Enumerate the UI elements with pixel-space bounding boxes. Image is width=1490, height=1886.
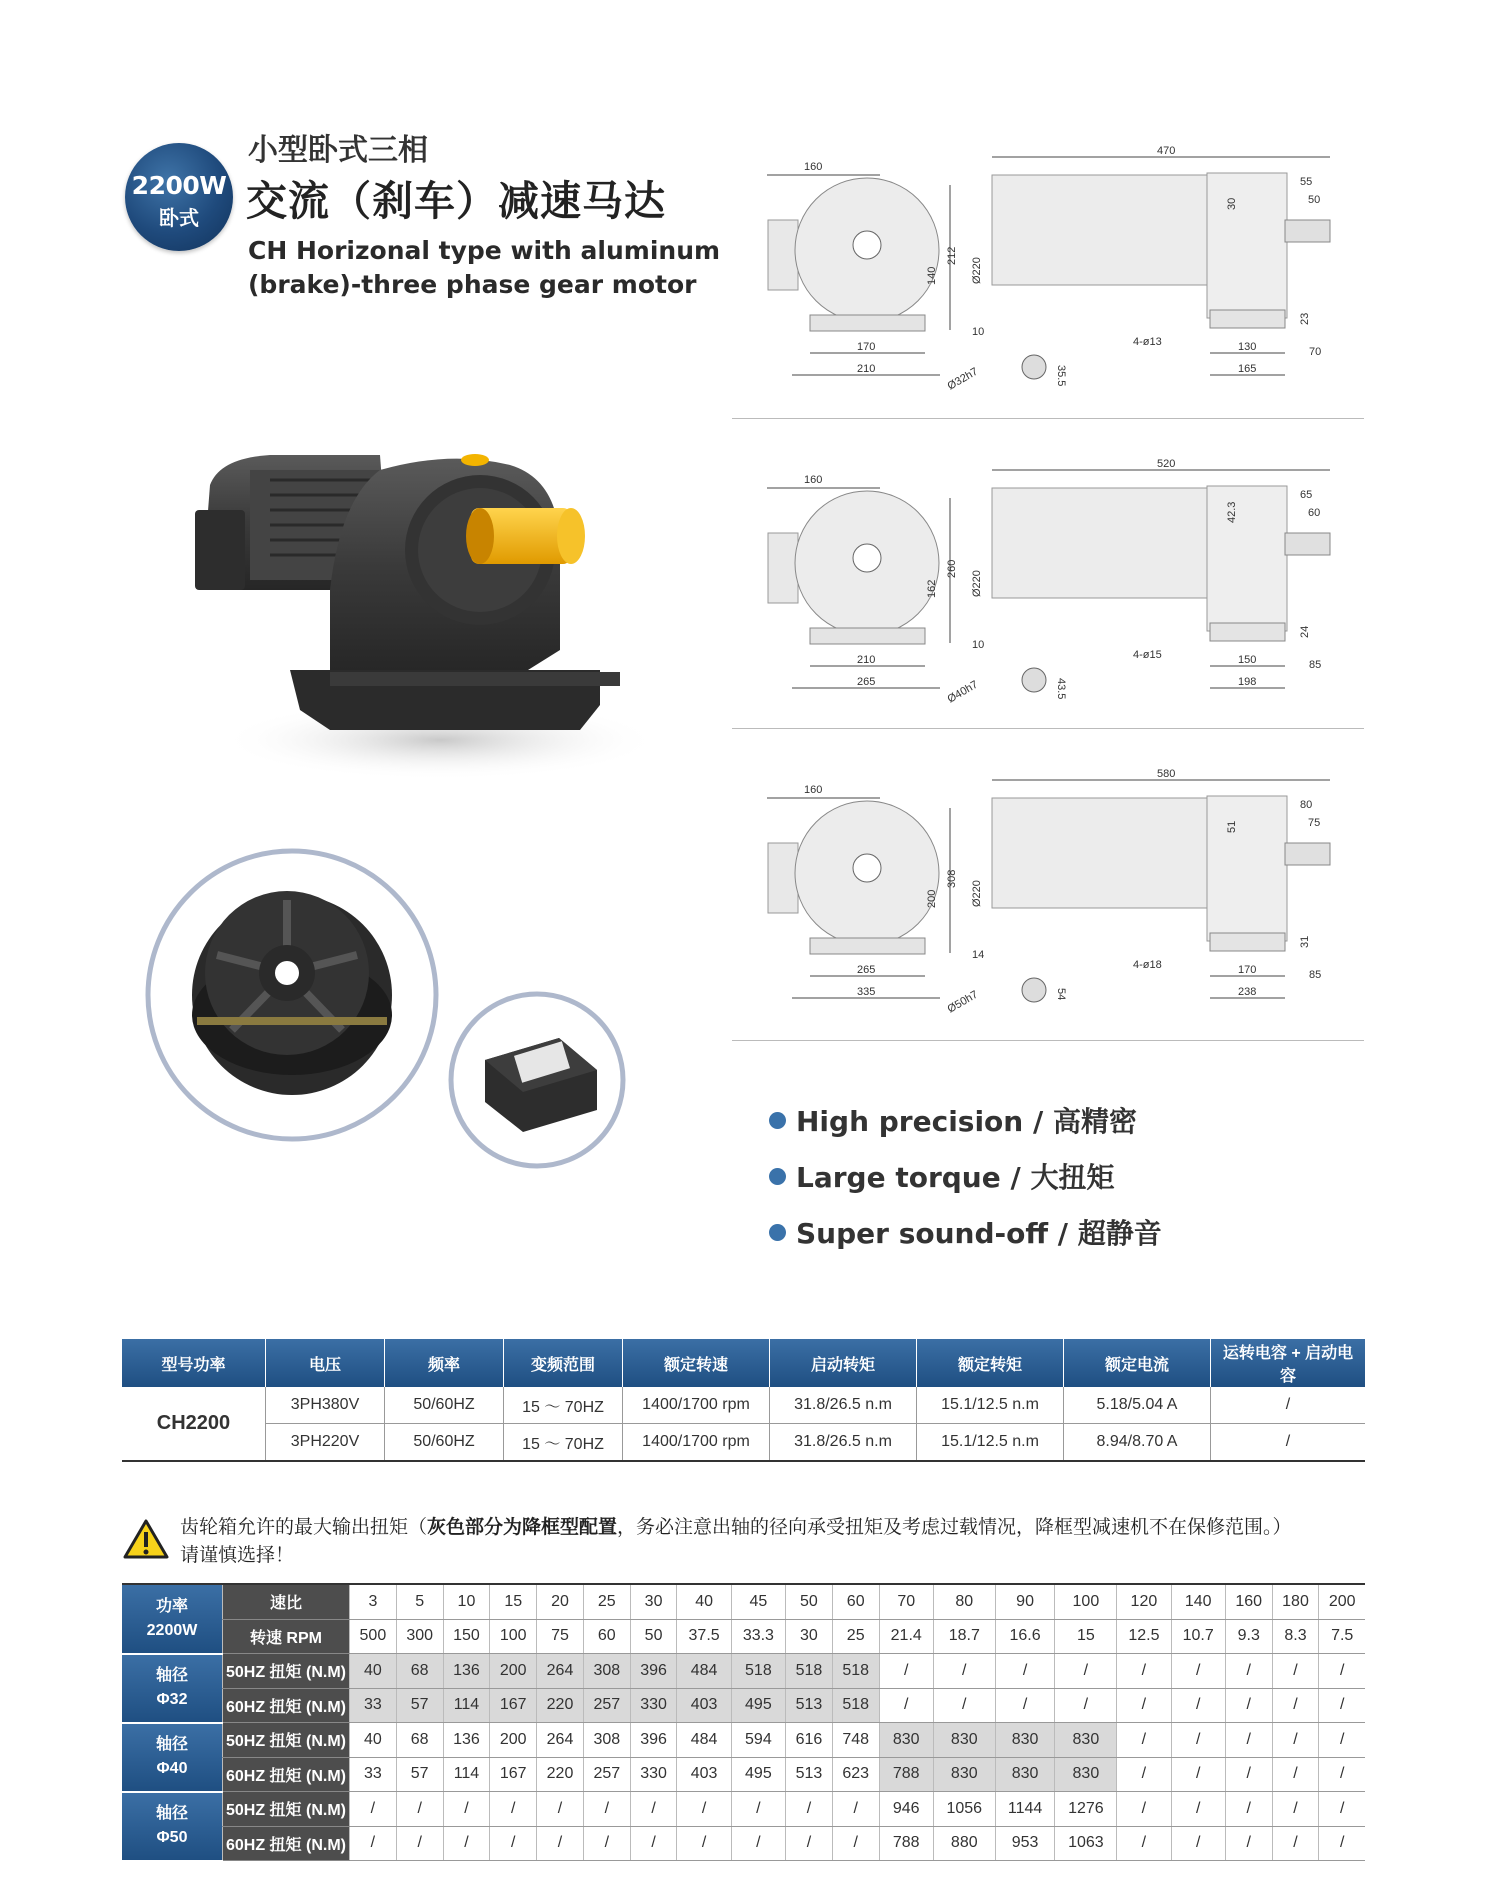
ratio-cell: 10 — [443, 1584, 490, 1619]
rpm-cell: 500 — [350, 1619, 397, 1654]
svg-text:265: 265 — [857, 676, 876, 688]
table-cell: 1400/1700 rpm — [623, 1387, 770, 1424]
torque-cell: / — [933, 1688, 995, 1723]
svg-text:4-ø15: 4-ø15 — [1133, 649, 1162, 661]
col-header: 额定转矩 — [917, 1339, 1064, 1387]
torque-cell: / — [995, 1654, 1055, 1689]
ratio-cell: 180 — [1272, 1584, 1319, 1619]
table-cell: 15.1/12.5 n.m — [917, 1387, 1064, 1424]
ratio-cell: 70 — [879, 1584, 933, 1619]
torque-cell: / — [350, 1792, 397, 1827]
torque-cell: 1063 — [1055, 1826, 1117, 1861]
table-row — [122, 1723, 1365, 1758]
spec-header-row — [122, 1339, 1365, 1387]
row-label: 50HZ 扭矩 (N.M) — [223, 1654, 350, 1689]
table-cell: 3PH380V — [266, 1387, 385, 1424]
svg-text:160: 160 — [804, 161, 823, 173]
torque-cell: / — [1319, 1792, 1365, 1827]
torque-cell: 220 — [537, 1757, 584, 1792]
torque-cell: / — [1171, 1688, 1225, 1723]
torque-cell: 518 — [731, 1654, 785, 1689]
ratio-cell: 40 — [677, 1584, 731, 1619]
rpm-cell: 15 — [1055, 1619, 1117, 1654]
svg-text:51: 51 — [1226, 820, 1238, 833]
col-header: 电压 — [266, 1339, 385, 1387]
torque-cell: 513 — [786, 1757, 833, 1792]
badge-type: 卧式 — [159, 206, 199, 230]
torque-cell: / — [490, 1826, 537, 1861]
rpm-cell: 7.5 — [1319, 1619, 1365, 1654]
torque-cell: 264 — [537, 1654, 584, 1689]
svg-text:31: 31 — [1299, 935, 1311, 948]
svg-text:Ø40h7: Ø40h7 — [945, 678, 981, 706]
torque-cell: / — [1225, 1826, 1272, 1861]
torque-cell: / — [1171, 1723, 1225, 1758]
rpm-cell: 25 — [832, 1619, 879, 1654]
group-value: 2200W — [146, 1621, 198, 1639]
row-label: 60HZ 扭矩 (N.M) — [223, 1826, 350, 1861]
torque-cell: 830 — [995, 1723, 1055, 1758]
torque-cell: / — [731, 1826, 785, 1861]
torque-cell: / — [786, 1826, 833, 1861]
divider — [732, 728, 1364, 729]
torque-cell: 57 — [396, 1688, 443, 1723]
torque-cell: / — [786, 1792, 833, 1827]
bullet-icon — [769, 1224, 786, 1241]
torque-cell: 330 — [630, 1757, 677, 1792]
group-label: 轴径 — [155, 1667, 188, 1684]
torque-cell: 946 — [879, 1792, 933, 1827]
svg-text:60: 60 — [1308, 507, 1321, 519]
svg-text:Ø220: Ø220 — [971, 880, 983, 907]
svg-text:170: 170 — [857, 341, 876, 353]
torque-cell: / — [630, 1792, 677, 1827]
ratio-cell: 140 — [1171, 1584, 1225, 1619]
subtitle: 小型卧式三相 — [248, 133, 428, 168]
torque-cell: / — [832, 1826, 879, 1861]
table-row — [122, 1387, 1365, 1424]
torque-cell: 257 — [583, 1757, 630, 1792]
torque-cell: / — [933, 1654, 995, 1689]
torque-cell: / — [1272, 1723, 1319, 1758]
torque-table — [122, 1583, 1365, 1862]
rpm-cell: 12.5 — [1117, 1619, 1171, 1654]
dimension-drawing-2 — [740, 458, 1368, 722]
ratio-cell: 80 — [933, 1584, 995, 1619]
svg-text:520: 520 — [1157, 458, 1176, 470]
svg-text:198: 198 — [1238, 676, 1257, 688]
torque-cell: / — [731, 1792, 785, 1827]
torque-cell: 396 — [630, 1723, 677, 1758]
torque-cell: / — [677, 1826, 731, 1861]
ratio-cell: 160 — [1225, 1584, 1272, 1619]
svg-text:75: 75 — [1308, 817, 1321, 829]
col-header: 型号功率 — [122, 1339, 266, 1387]
ratio-cell: 50 — [786, 1584, 833, 1619]
divider — [732, 418, 1364, 419]
table-row — [122, 1826, 1365, 1861]
col-header: 变频范围 — [504, 1339, 623, 1387]
svg-text:470: 470 — [1157, 145, 1176, 157]
svg-text:24: 24 — [1299, 625, 1311, 638]
table-cell: 50/60HZ — [385, 1387, 504, 1424]
torque-cell: 518 — [832, 1654, 879, 1689]
svg-text:212: 212 — [946, 246, 958, 265]
svg-text:85: 85 — [1309, 969, 1322, 981]
torque-cell: 136 — [443, 1723, 490, 1758]
svg-text:335: 335 — [857, 986, 876, 998]
torque-cell: 830 — [1055, 1757, 1117, 1792]
dimension-drawing-3 — [740, 768, 1368, 1032]
torque-cell: / — [1225, 1792, 1272, 1827]
torque-cell: 1144 — [995, 1792, 1055, 1827]
torque-cell: 518 — [786, 1654, 833, 1689]
torque-cell: 264 — [537, 1723, 584, 1758]
torque-cell: / — [1117, 1826, 1171, 1861]
torque-cell: 403 — [677, 1757, 731, 1792]
torque-cell: 1276 — [1055, 1792, 1117, 1827]
rectifier-image — [447, 990, 627, 1170]
group-label: 轴径 — [155, 1736, 188, 1753]
rpm-cell: 300 — [396, 1619, 443, 1654]
svg-text:210: 210 — [857, 363, 876, 375]
torque-cell: / — [1319, 1654, 1365, 1689]
rpm-cell: 50 — [630, 1619, 677, 1654]
torque-cell: / — [1225, 1688, 1272, 1723]
rpm-cell: 60 — [583, 1619, 630, 1654]
svg-text:65: 65 — [1300, 489, 1313, 501]
torque-cell: 40 — [350, 1723, 397, 1758]
row-label: 60HZ 扭矩 (N.M) — [223, 1688, 350, 1723]
svg-text:130: 130 — [1238, 341, 1257, 353]
svg-text:Ø32h7: Ø32h7 — [945, 365, 981, 393]
svg-text:308: 308 — [946, 869, 958, 888]
svg-text:580: 580 — [1157, 768, 1176, 780]
ratio-cell: 20 — [537, 1584, 584, 1619]
svg-text:80: 80 — [1300, 799, 1313, 811]
svg-text:170: 170 — [1238, 964, 1257, 976]
torque-cell: 33 — [350, 1757, 397, 1792]
rpm-cell: 75 — [537, 1619, 584, 1654]
torque-cell: / — [537, 1792, 584, 1827]
rpm-cell: 18.7 — [933, 1619, 995, 1654]
spec-table — [122, 1339, 1365, 1462]
torque-cell: / — [443, 1826, 490, 1861]
group-shaft — [122, 1792, 223, 1861]
torque-cell: 484 — [677, 1723, 731, 1758]
group-shaft — [122, 1723, 223, 1792]
torque-cell: / — [1117, 1792, 1171, 1827]
row-label: 60HZ 扭矩 (N.M) — [223, 1757, 350, 1792]
torque-cell: / — [1272, 1792, 1319, 1827]
power-badge — [125, 143, 233, 251]
rpm-cell: 30 — [786, 1619, 833, 1654]
svg-text:42.3: 42.3 — [1226, 501, 1238, 523]
svg-text:14: 14 — [972, 949, 985, 961]
torque-cell: / — [1117, 1723, 1171, 1758]
table-cell: 1400/1700 rpm — [623, 1424, 770, 1462]
table-cell: 31.8/26.5 n.m — [770, 1387, 917, 1424]
torque-cell: / — [396, 1826, 443, 1861]
svg-text:50: 50 — [1308, 194, 1321, 206]
torque-cell: 880 — [933, 1826, 995, 1861]
ratio-row — [122, 1584, 1365, 1619]
table-cell: 5.18/5.04 A — [1064, 1387, 1211, 1424]
torque-cell: 788 — [879, 1826, 933, 1861]
rpm-cell: 9.3 — [1225, 1619, 1272, 1654]
svg-text:43.5: 43.5 — [1055, 678, 1067, 700]
dimension-drawing-1 — [740, 145, 1368, 409]
torque-cell: / — [879, 1688, 933, 1723]
svg-text:55: 55 — [1300, 176, 1313, 188]
svg-text:210: 210 — [857, 654, 876, 666]
model-name: CH2200 — [122, 1387, 266, 1461]
torque-cell: 330 — [630, 1688, 677, 1723]
torque-cell: / — [1272, 1826, 1319, 1861]
torque-cell: / — [995, 1688, 1055, 1723]
svg-text:23: 23 — [1299, 312, 1311, 325]
torque-cell: / — [1272, 1688, 1319, 1723]
torque-cell: 830 — [995, 1757, 1055, 1792]
table-cell: 3PH220V — [266, 1424, 385, 1462]
table-row — [122, 1688, 1365, 1723]
svg-text:265: 265 — [857, 964, 876, 976]
table-row — [122, 1424, 1365, 1462]
svg-text:Ø50h7: Ø50h7 — [945, 988, 981, 1016]
torque-cell: 114 — [443, 1688, 490, 1723]
torque-cell: 830 — [879, 1723, 933, 1758]
svg-text:165: 165 — [1238, 363, 1257, 375]
torque-cell: / — [583, 1792, 630, 1827]
svg-text:140: 140 — [926, 266, 938, 285]
torque-cell: / — [537, 1826, 584, 1861]
torque-cell: 623 — [832, 1757, 879, 1792]
feature-item: High precision / 高精密 — [769, 1100, 1137, 1140]
torque-cell: 788 — [879, 1757, 933, 1792]
row-label: 速比 — [223, 1584, 350, 1619]
torque-cell: / — [1225, 1723, 1272, 1758]
torque-cell: 57 — [396, 1757, 443, 1792]
torque-cell: / — [1319, 1688, 1365, 1723]
col-header: 运转电容 + 启动电容 — [1211, 1339, 1366, 1387]
torque-cell: 68 — [396, 1654, 443, 1689]
divider — [732, 1040, 1364, 1041]
torque-cell: 830 — [933, 1723, 995, 1758]
torque-cell: / — [1117, 1688, 1171, 1723]
torque-cell: / — [630, 1826, 677, 1861]
torque-cell: 220 — [537, 1688, 584, 1723]
torque-cell: 953 — [995, 1826, 1055, 1861]
torque-cell: / — [1171, 1757, 1225, 1792]
torque-cell: 308 — [583, 1723, 630, 1758]
svg-text:10: 10 — [972, 639, 985, 651]
torque-cell: / — [1117, 1654, 1171, 1689]
svg-text:70: 70 — [1309, 346, 1322, 358]
row-label: 50HZ 扭矩 (N.M) — [223, 1792, 350, 1827]
bullet-icon — [769, 1112, 786, 1129]
torque-cell: / — [879, 1654, 933, 1689]
torque-cell: 396 — [630, 1654, 677, 1689]
torque-cell: / — [1272, 1757, 1319, 1792]
rpm-cell: 16.6 — [995, 1619, 1055, 1654]
torque-cell: / — [832, 1792, 879, 1827]
torque-cell: / — [1055, 1688, 1117, 1723]
rpm-cell: 100 — [490, 1619, 537, 1654]
torque-cell: 167 — [490, 1688, 537, 1723]
rpm-cell: 21.4 — [879, 1619, 933, 1654]
torque-cell: 257 — [583, 1688, 630, 1723]
group-value: Φ50 — [156, 1829, 188, 1846]
torque-cell: 200 — [490, 1654, 537, 1689]
table-row — [122, 1654, 1365, 1689]
warning-icon — [123, 1518, 169, 1560]
ratio-cell: 45 — [731, 1584, 785, 1619]
torque-cell: 68 — [396, 1723, 443, 1758]
table-cell: 8.94/8.70 A — [1064, 1424, 1211, 1462]
torque-cell: 1056 — [933, 1792, 995, 1827]
group-label: 功率 — [155, 1597, 188, 1615]
torque-cell: / — [677, 1792, 731, 1827]
torque-cell: / — [1171, 1826, 1225, 1861]
torque-cell: / — [1225, 1654, 1272, 1689]
torque-cell: 136 — [443, 1654, 490, 1689]
brake-disc-image — [142, 845, 442, 1145]
ratio-cell: 200 — [1319, 1584, 1365, 1619]
ratio-cell: 3 — [350, 1584, 397, 1619]
torque-cell: / — [1171, 1792, 1225, 1827]
group-value: Φ40 — [156, 1760, 188, 1777]
group-label: 轴径 — [155, 1805, 188, 1822]
bullet-icon — [769, 1168, 786, 1185]
rpm-cell: 8.3 — [1272, 1619, 1319, 1654]
group-value: Φ32 — [156, 1691, 188, 1708]
row-label: 50HZ 扭矩 (N.M) — [223, 1723, 350, 1758]
svg-text:160: 160 — [804, 474, 823, 486]
col-header: 额定电流 — [1064, 1339, 1211, 1387]
torque-cell: 495 — [731, 1688, 785, 1723]
group-shaft — [122, 1654, 223, 1723]
torque-cell: / — [396, 1792, 443, 1827]
svg-text:238: 238 — [1238, 986, 1257, 998]
svg-text:260: 260 — [946, 559, 958, 578]
ratio-cell: 5 — [396, 1584, 443, 1619]
ratio-cell: 30 — [630, 1584, 677, 1619]
torque-cell: / — [1171, 1654, 1225, 1689]
svg-text:54: 54 — [1055, 988, 1067, 1001]
title-en-line1: CH Horizonal type with aluminum — [248, 236, 721, 265]
torque-cell: / — [443, 1792, 490, 1827]
col-header: 频率 — [385, 1339, 504, 1387]
torque-cell: / — [1319, 1757, 1365, 1792]
torque-cell: / — [1319, 1723, 1365, 1758]
ratio-cell: 90 — [995, 1584, 1055, 1619]
torque-cell: / — [1272, 1654, 1319, 1689]
table-cell: 15 ～ 70HZ — [504, 1424, 623, 1462]
table-cell: / — [1211, 1424, 1366, 1462]
rpm-cell: 10.7 — [1171, 1619, 1225, 1654]
svg-text:85: 85 — [1309, 659, 1322, 671]
torque-cell: / — [1117, 1757, 1171, 1792]
torque-cell: / — [1225, 1757, 1272, 1792]
torque-cell: 167 — [490, 1757, 537, 1792]
rpm-cell: 33.3 — [731, 1619, 785, 1654]
table-cell: 31.8/26.5 n.m — [770, 1424, 917, 1462]
torque-cell: 33 — [350, 1688, 397, 1723]
svg-text:4-ø18: 4-ø18 — [1133, 959, 1162, 971]
badge-power: 2200W — [131, 171, 227, 200]
col-header: 额定转速 — [623, 1339, 770, 1387]
torque-cell: 594 — [731, 1723, 785, 1758]
svg-text:Ø220: Ø220 — [971, 257, 983, 284]
rpm-cell: 37.5 — [677, 1619, 731, 1654]
torque-cell: 513 — [786, 1688, 833, 1723]
ratio-cell: 60 — [832, 1584, 879, 1619]
feature-item: Super sound-off / 超静音 — [769, 1212, 1162, 1252]
svg-text:10: 10 — [972, 326, 985, 338]
torque-cell: 40 — [350, 1654, 397, 1689]
torque-cell: 308 — [583, 1654, 630, 1689]
row-label: 转速 RPM — [223, 1619, 350, 1654]
svg-text:162: 162 — [926, 579, 938, 598]
page-title: 交流（刹车）减速马达 — [246, 177, 666, 225]
table-row — [122, 1757, 1365, 1792]
torque-cell: / — [350, 1826, 397, 1861]
table-cell: 15.1/12.5 n.m — [917, 1424, 1064, 1462]
ratio-cell: 100 — [1055, 1584, 1117, 1619]
torque-cell: 484 — [677, 1654, 731, 1689]
svg-text:35.5: 35.5 — [1055, 365, 1067, 387]
svg-text:4-ø13: 4-ø13 — [1133, 336, 1162, 348]
gear-motor-image — [180, 440, 660, 785]
torque-cell: 830 — [1055, 1723, 1117, 1758]
table-row — [122, 1792, 1365, 1827]
ratio-cell: 15 — [490, 1584, 537, 1619]
col-header: 启动转矩 — [770, 1339, 917, 1387]
torque-cell: 830 — [933, 1757, 995, 1792]
torque-cell: 518 — [832, 1688, 879, 1723]
svg-text:30: 30 — [1226, 197, 1238, 210]
rpm-cell: 150 — [443, 1619, 490, 1654]
ratio-cell: 25 — [583, 1584, 630, 1619]
torque-cell: / — [1055, 1654, 1117, 1689]
ratio-cell: 120 — [1117, 1584, 1171, 1619]
torque-cell: / — [583, 1826, 630, 1861]
rpm-row — [122, 1619, 1365, 1654]
svg-text:200: 200 — [926, 889, 938, 908]
table-cell: / — [1211, 1387, 1366, 1424]
torque-cell: 748 — [832, 1723, 879, 1758]
svg-text:150: 150 — [1238, 654, 1257, 666]
svg-text:160: 160 — [804, 784, 823, 796]
warning-text: 齿轮箱允许的最大输出扭矩（灰色部分为降框型配置，务必注意出轴的径向承受扭矩及考虑过载情况，降框型减速机不在保修范围。） 请谨慎选择！ — [180, 1516, 1292, 1566]
torque-cell: 403 — [677, 1688, 731, 1723]
group-power — [122, 1584, 223, 1654]
svg-text:Ø220: Ø220 — [971, 570, 983, 597]
feature-item: Large torque / 大扭矩 — [769, 1156, 1114, 1196]
table-cell: 15 ～ 70HZ — [504, 1387, 623, 1424]
torque-cell: 200 — [490, 1723, 537, 1758]
torque-cell: 495 — [731, 1757, 785, 1792]
torque-cell: / — [1319, 1826, 1365, 1861]
table-cell: 50/60HZ — [385, 1424, 504, 1462]
torque-cell: 114 — [443, 1757, 490, 1792]
torque-cell: 616 — [786, 1723, 833, 1758]
torque-cell: / — [490, 1792, 537, 1827]
title-en-line2: (brake)-three phase gear motor — [248, 270, 697, 299]
